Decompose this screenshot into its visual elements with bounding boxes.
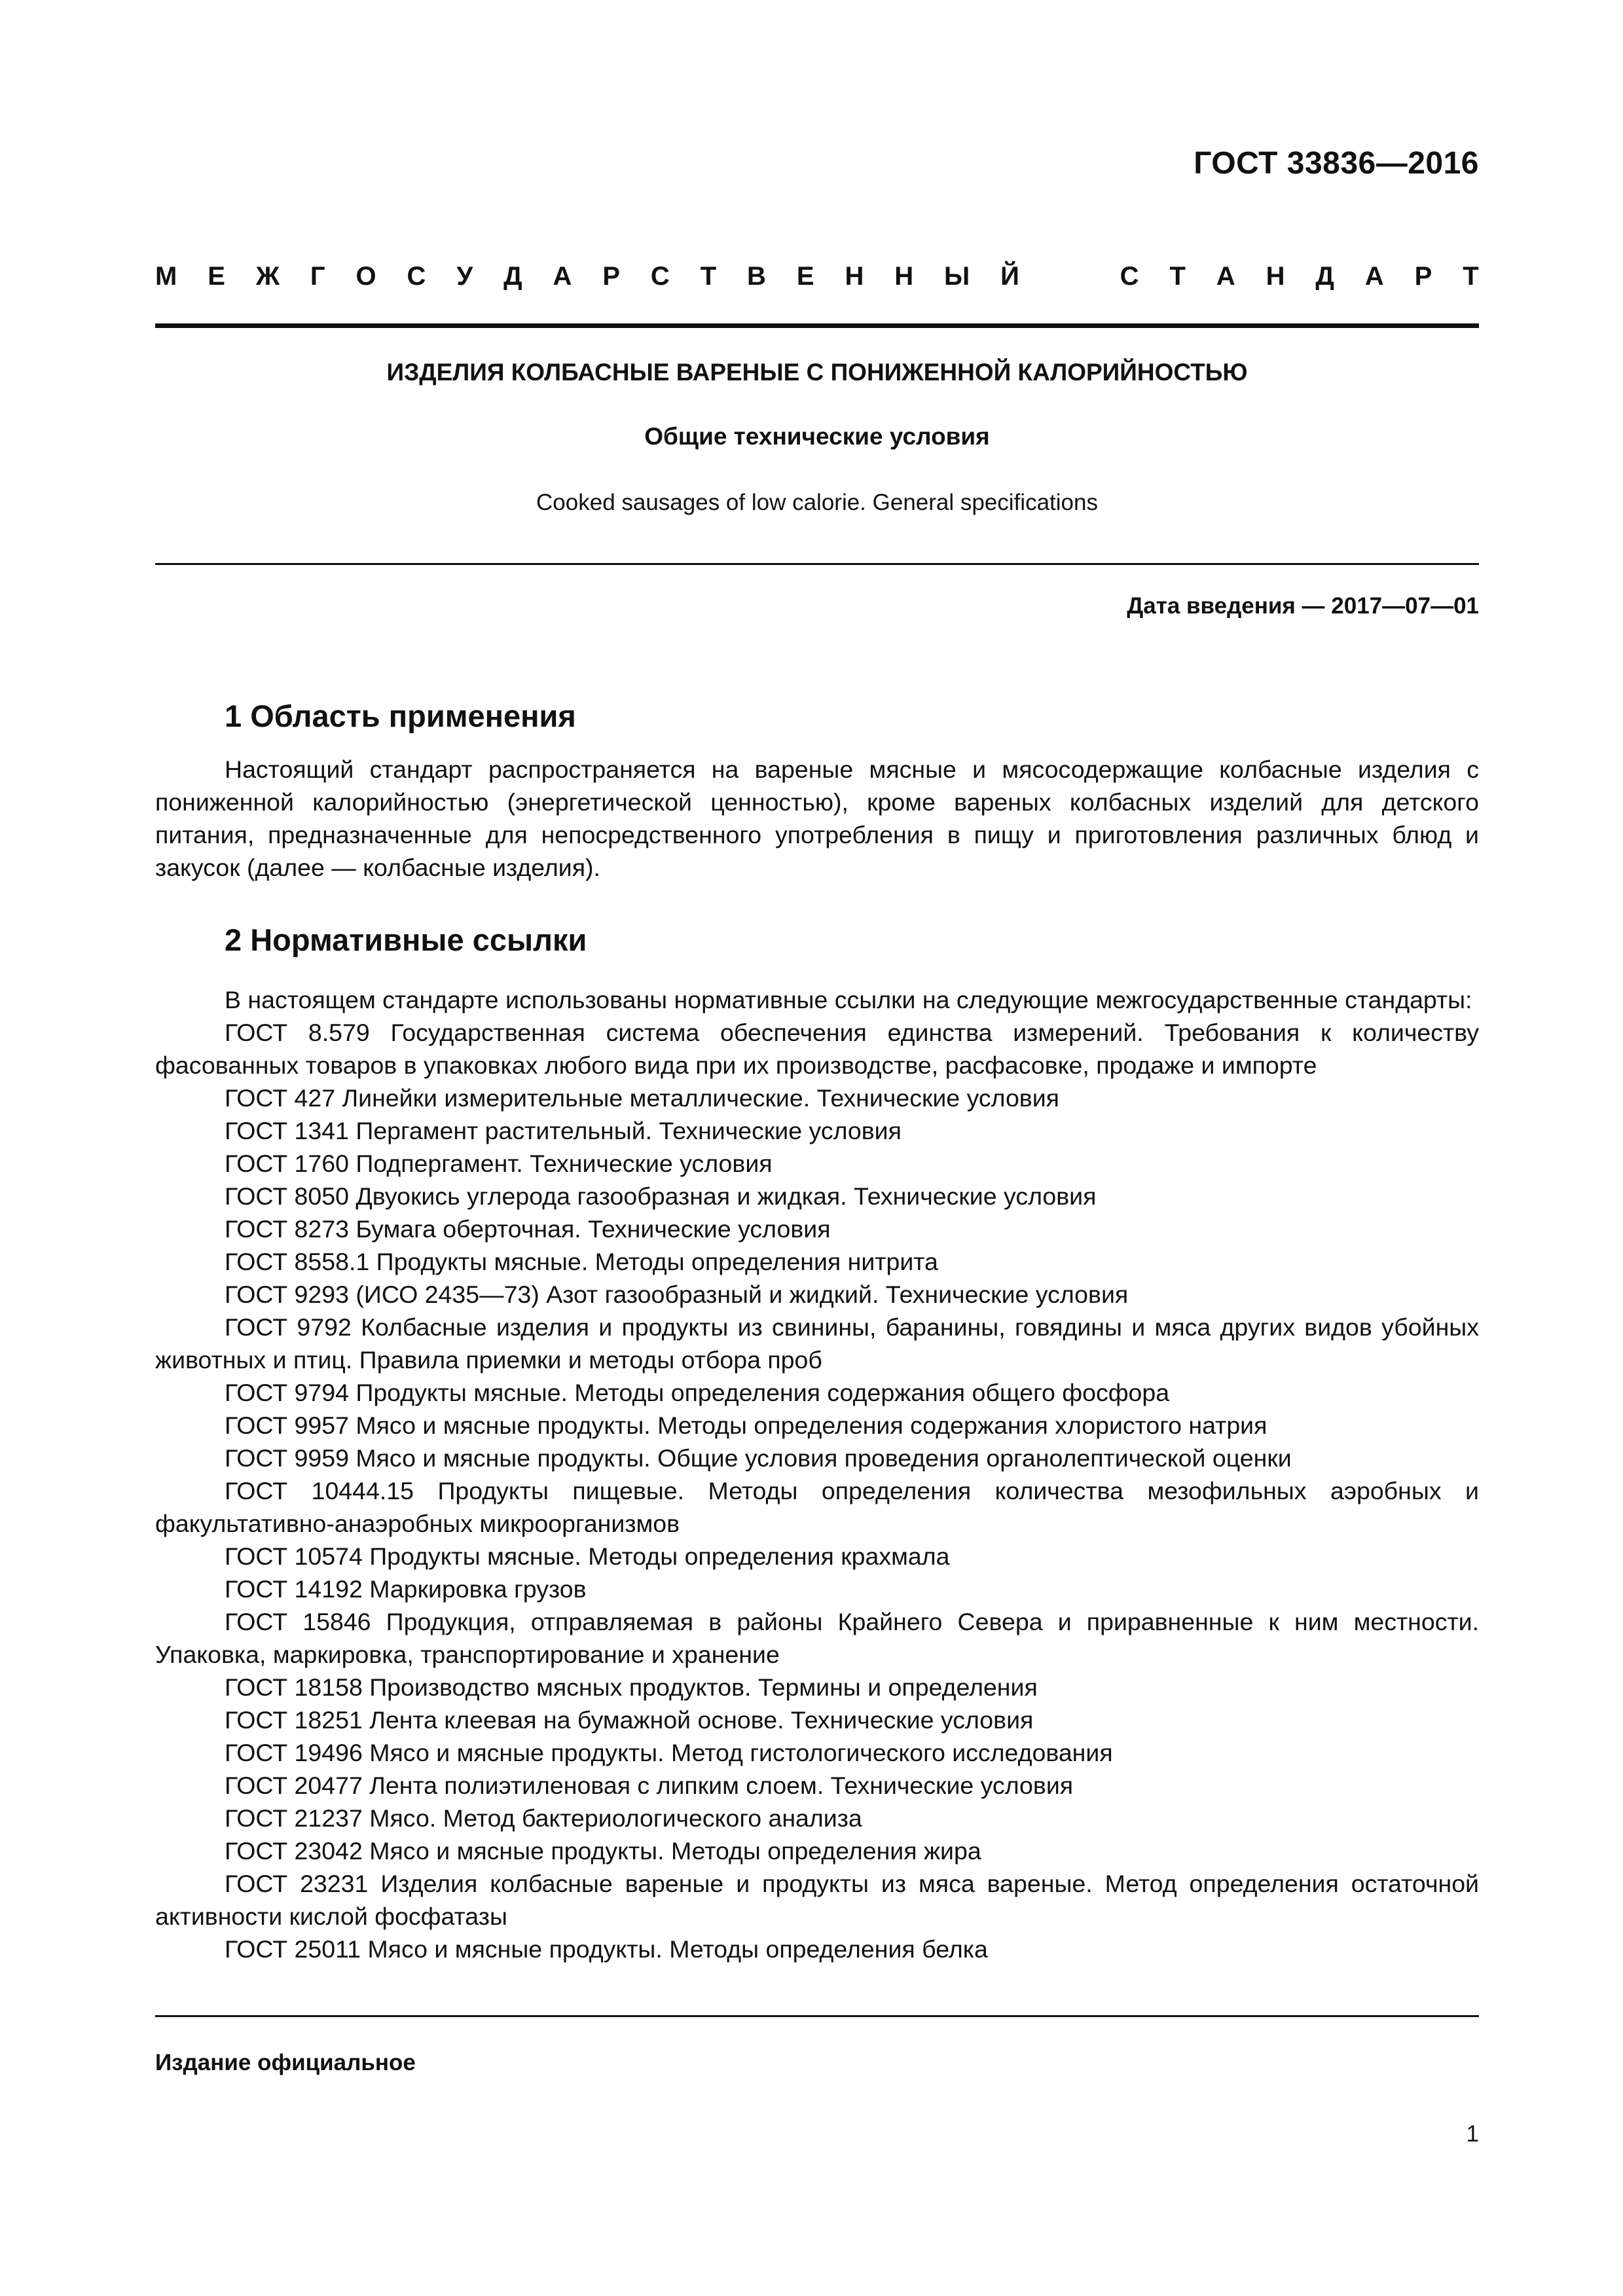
standard-type-letter: С bbox=[1120, 262, 1139, 291]
standard-type-letter: О bbox=[356, 262, 376, 291]
reference-item: ГОСТ 25011 Мясо и мясные продукты. Методы определения белка bbox=[225, 1935, 988, 1963]
reference-item: ГОСТ 23231 Изделия колбасные вареные и продукты из мяса вареные. Метод определения остаточной активности кислой фосфатазы bbox=[155, 1870, 1479, 1930]
section-1-paragraph: Настоящий стандарт распространяется на вареные мясные и мясосодержащие колбасные изделия с пониженной калорийностью (энергетической ценностью), кроме вареных колбасных изделий для детского питания, предназначенные для непосредственного употребления в пищу и приготовления различных блюд и закусок (далее — колбасные изделия). bbox=[155, 756, 1479, 881]
standard-type-letter: Ж bbox=[255, 262, 280, 291]
official-edition-label: Издание официальное bbox=[155, 2050, 416, 2075]
section-2-body bbox=[155, 983, 1479, 1965]
reference-item: ГОСТ 9959 Мясо и мясные продукты. Общие условия проведения органолептической оценки bbox=[225, 1444, 1292, 1472]
reference-item: ГОСТ 10444.15 Продукты пищевые. Методы определения количества мезофильных аэробных и факультативно-анаэробных микроорганизмов bbox=[155, 1477, 1479, 1537]
reference-item: ГОСТ 9957 Мясо и мясные продукты. Методы определения содержания хлористого натрия bbox=[225, 1412, 1267, 1439]
standard-type-letter: Н bbox=[845, 262, 864, 291]
standard-type-letter: А bbox=[1364, 262, 1384, 291]
word-gap bbox=[1050, 262, 1089, 291]
standard-type-letter: Г bbox=[310, 262, 325, 291]
reference-item: ГОСТ 8558.1 Продукты мясные. Методы определения нитрита bbox=[225, 1248, 938, 1275]
standard-type-letter: С bbox=[650, 262, 670, 291]
section-1-body bbox=[155, 753, 1479, 884]
reference-item: ГОСТ 20477 Лента полиэтиленовая с липким слоем. Технические условия bbox=[225, 1772, 1074, 1799]
header-divider bbox=[155, 323, 1479, 328]
standard-type-letter: С bbox=[407, 262, 426, 291]
document-title: ИЗДЕЛИЯ КОЛБАСНЫЕ ВАРЕНЫЕ С ПОНИЖЕННОЙ КАЛОРИЙНОСТЬЮ bbox=[386, 359, 1248, 386]
reference-item: ГОСТ 9794 Продукты мясные. Методы определения содержания общего фосфора bbox=[225, 1379, 1170, 1406]
standard-type-letter: Н bbox=[1266, 262, 1285, 291]
reference-item: ГОСТ 9293 (ИСО 2435—73) Азот газообразный и жидкий. Технические условия bbox=[225, 1281, 1129, 1308]
reference-item: ГОСТ 19496 Мясо и мясные продукты. Метод гистологического исследования bbox=[225, 1739, 1113, 1766]
title-divider bbox=[155, 563, 1479, 565]
section-2-intro: В настоящем стандарте использованы нормативные ссылки на следующие межгосударственные стандарты: bbox=[225, 986, 1472, 1013]
reference-item: ГОСТ 8050 Двуокись углерода газообразная и жидкая. Технические условия bbox=[225, 1182, 1097, 1210]
standard-type-letter: Т bbox=[1169, 262, 1186, 291]
reference-item: ГОСТ 8.579 Государственная система обеспечения единства измерений. Требования к количеству фасованных товаров в упаковках любого вида при их производстве, расфасовке, продаже и импорте bbox=[155, 1019, 1479, 1079]
reference-item: ГОСТ 9792 Колбасные изделия и продукты из свинины, баранины, говядины и мяса других видов убойных животных и птиц. Правила приемки и методы отбора проб bbox=[155, 1313, 1479, 1374]
document-subtitle: Общие технические условия bbox=[644, 423, 990, 450]
section-2-heading: 2 Нормативные ссылки bbox=[225, 922, 587, 957]
document-number: ГОСТ 33836—2016 bbox=[1194, 146, 1479, 181]
standard-type-letter: А bbox=[1216, 262, 1235, 291]
reference-item: ГОСТ 1760 Подпергамент. Технические условия bbox=[225, 1150, 773, 1177]
standard-type-letter: Т bbox=[700, 262, 717, 291]
standard-type-letter: Е bbox=[796, 262, 814, 291]
reference-item: ГОСТ 18158 Производство мясных продуктов. Термины и определения bbox=[225, 1673, 1038, 1701]
standard-type-letter: Й bbox=[1000, 262, 1019, 291]
reference-item: ГОСТ 23042 Мясо и мясные продукты. Методы определения жира bbox=[225, 1837, 981, 1865]
section-1-heading: 1 Область применения bbox=[225, 699, 576, 733]
standard-type-letter: Н bbox=[894, 262, 914, 291]
standard-type-letter: Д bbox=[503, 262, 522, 291]
reference-list bbox=[155, 1016, 1479, 1965]
reference-item: ГОСТ 1341 Пергамент растительный. Технические условия bbox=[225, 1117, 902, 1144]
footer-divider bbox=[155, 2015, 1479, 2017]
standard-type-letter: Д bbox=[1315, 262, 1334, 291]
reference-item: ГОСТ 15846 Продукция, отправляемая в районы Крайнего Севера и приравненные к ним местности. Упаковка, маркировка, транспортирование и хранение bbox=[155, 1608, 1479, 1668]
reference-item: ГОСТ 427 Линейки измерительные металлические. Технические условия bbox=[225, 1084, 1059, 1112]
document-title-english: Cooked sausages of low calorie. General specifications bbox=[536, 490, 1098, 515]
page-number: 1 bbox=[1466, 2121, 1479, 2147]
reference-item: ГОСТ 8273 Бумага оберточная. Технические условия bbox=[225, 1215, 831, 1243]
reference-item: ГОСТ 10574 Продукты мясные. Методы определения крахмала bbox=[225, 1542, 950, 1570]
standard-type-letter: Р bbox=[1414, 262, 1432, 291]
introduction-date: Дата введения — 2017—07—01 bbox=[1127, 593, 1479, 619]
reference-item: ГОСТ 18251 Лента клеевая на бумажной основе. Технические условия bbox=[225, 1706, 1034, 1734]
standard-type-letter: А bbox=[553, 262, 572, 291]
standard-type-heading bbox=[155, 262, 1479, 291]
standard-type-letter: Е bbox=[208, 262, 225, 291]
reference-item: ГОСТ 21237 Мясо. Метод бактериологического анализа bbox=[225, 1804, 862, 1832]
standard-type-letter: Р bbox=[602, 262, 620, 291]
standard-type-letter: У bbox=[456, 262, 473, 291]
standard-type-letter: Ы bbox=[944, 262, 970, 291]
reference-item: ГОСТ 14192 Маркировка грузов bbox=[225, 1575, 587, 1603]
standard-type-letter: В bbox=[747, 262, 766, 291]
standard-type-letter: Т bbox=[1463, 262, 1479, 291]
standard-type-letter: М bbox=[155, 262, 177, 291]
